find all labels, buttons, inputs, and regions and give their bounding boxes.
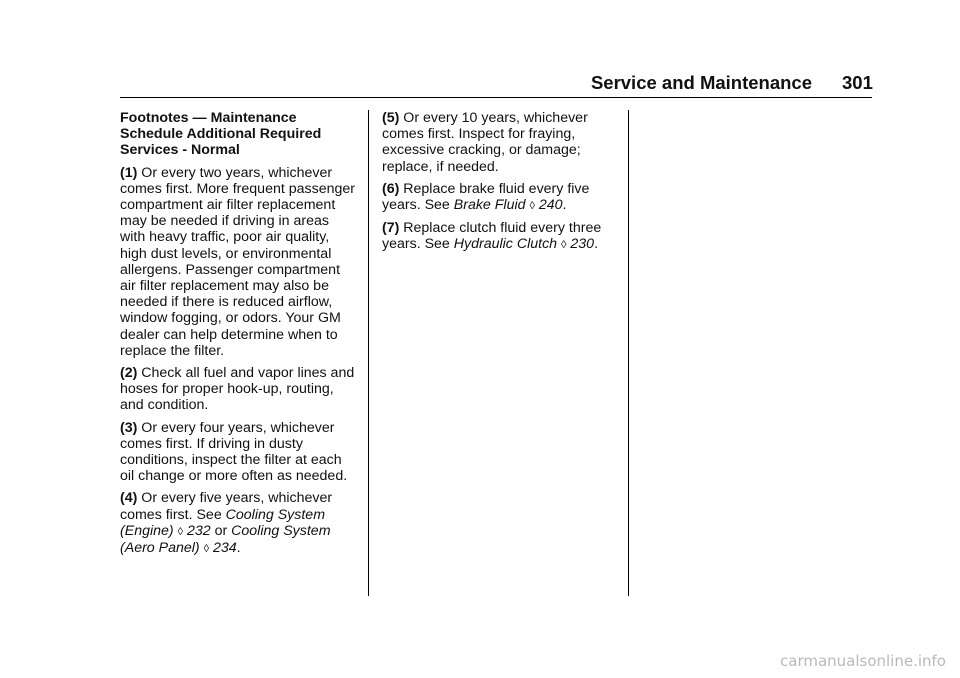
footnote-2-text: Check all fuel and vapor lines and hoses for proper hook-up, routing, and condition. <box>120 365 355 414</box>
footnote-4-or: or <box>210 522 232 539</box>
footnote-4-text: Or every five years, whichever comes first. See <box>120 490 333 523</box>
footnote-4-end: . <box>236 540 241 557</box>
column-divider-right <box>628 110 629 596</box>
footnote-3-label: (3) <box>120 419 138 436</box>
footnote-5 <box>382 110 618 175</box>
footnote-5-label: (5) <box>382 110 400 126</box>
section-title: Service and Maintenance <box>590 72 812 93</box>
footnote-1-label: (1) <box>120 164 138 181</box>
footnote-3 <box>120 420 356 485</box>
page-ref-arrow-icon: ◊ <box>561 239 567 252</box>
page-ref-240[interactable]: 240 <box>534 197 563 214</box>
right-column <box>382 110 618 260</box>
footnote-6-label: (6) <box>382 180 400 197</box>
cooling-system-engine-link[interactable]: Cooling System (Engine) <box>120 506 326 539</box>
brake-fluid-link[interactable]: Brake Fluid <box>453 197 526 214</box>
cooling-system-aero-panel-link[interactable]: Cooling System (Aero Panel) <box>120 522 331 557</box>
page-ref-232[interactable]: 232 <box>183 522 211 539</box>
footnote-4 <box>120 490 356 557</box>
page-ref-arrow-icon: ◊ <box>529 200 535 213</box>
footnote-7-end: . <box>594 236 599 253</box>
footnote-3-text: Or every four years, whichever comes first. If driving in dusty conditions, inspect the filter at each oil change or more often as needed. <box>120 419 348 485</box>
footnote-6 <box>382 181 618 214</box>
footnote-2-label: (2) <box>120 365 138 382</box>
watermark: carmanualsonline.info <box>780 652 946 670</box>
hydraulic-clutch-link[interactable]: Hydraulic Clutch <box>453 236 558 253</box>
page-ref-234[interactable]: 234 <box>209 540 237 557</box>
left-column <box>120 110 356 563</box>
footnote-7-label: (7) <box>382 220 400 237</box>
footnote-1-text: Or every two years, whichever comes first. More frequent passenger compartment air filter replacement may be needed if driving in areas with heavy traffic, poor air quality, high dust levels, or environmental allergens. Passenger compartment air filter replacement may also be needed if there is reduced airflow, window fogging, or odors. Your GM dealer can help determine when to replace the filter. <box>120 164 355 359</box>
footnote-4-label: (4) <box>120 490 138 507</box>
footnote-7 <box>382 220 618 253</box>
footnote-2 <box>120 365 356 414</box>
footnote-6-text: Replace brake fluid every five years. See <box>382 180 590 214</box>
page-ref-arrow-icon: ◊ <box>177 525 184 538</box>
footnote-7-text: Replace clutch fluid every three years. See <box>382 220 602 253</box>
footnotes-heading: Footnotes — Maintenance Schedule Additional Required Services - Normal <box>120 110 322 159</box>
footnote-5-text: Or every 10 years, whichever comes first. Inspect for fraying, excessive cracking, or damage; replace, if needed. <box>382 110 588 175</box>
page-ref-230[interactable]: 230 <box>566 236 595 253</box>
column-divider <box>368 110 369 596</box>
header-rule <box>120 97 872 98</box>
page-number: 301 <box>842 72 873 93</box>
page-ref-arrow-icon: ◊ <box>203 543 210 556</box>
footnote-1 <box>120 165 356 359</box>
footnote-6-end: . <box>562 197 567 214</box>
